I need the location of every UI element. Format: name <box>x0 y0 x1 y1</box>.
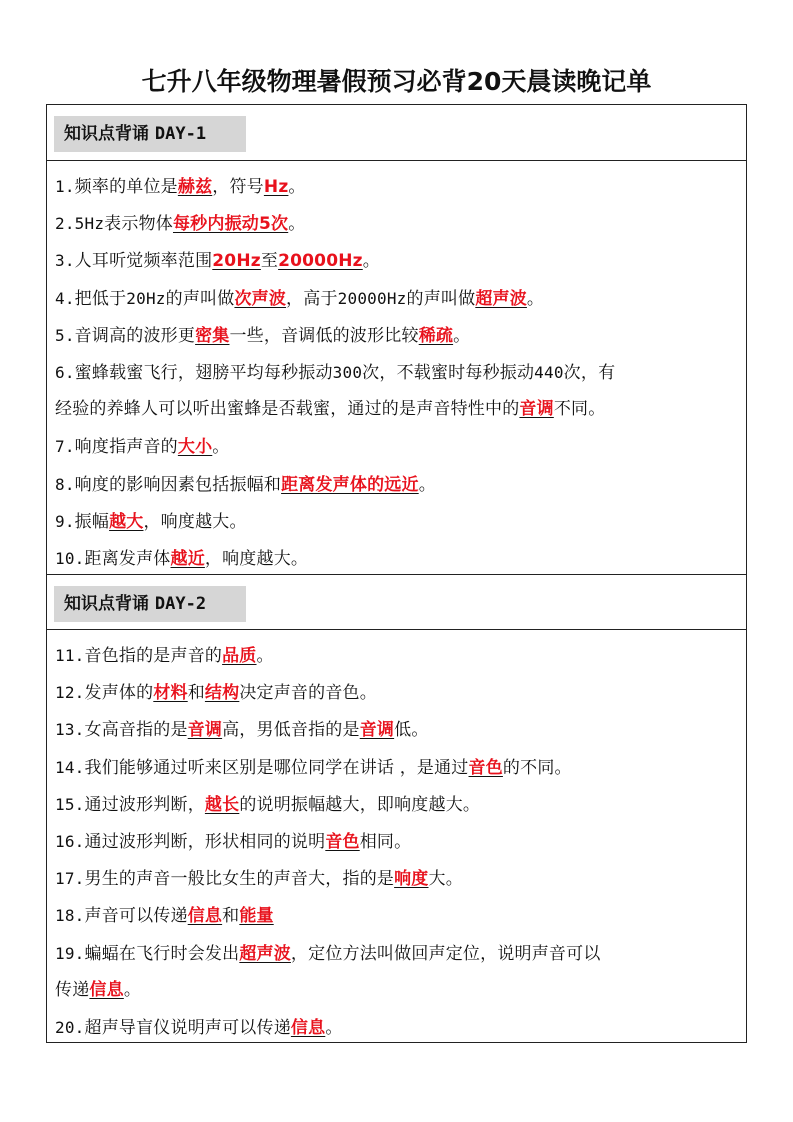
answer-highlight: 密集 <box>195 325 230 346</box>
day-tag-label: 知识点背诵 <box>64 124 155 144</box>
knowledge-line <box>55 280 745 317</box>
line-text: ，符号 <box>212 177 264 197</box>
line-text: 我们能够通过听来区别是哪位同学在讲话 ，是通过 <box>84 757 469 778</box>
item-number: 11. <box>55 646 85 665</box>
answer-highlight: 音色 <box>468 757 503 778</box>
item-number: 10. <box>55 549 85 568</box>
item-number: 16. <box>55 832 85 851</box>
line-text: 。 <box>325 1018 343 1038</box>
item-number: 14. <box>55 757 85 777</box>
knowledge-line <box>55 711 745 748</box>
day-tag-number: DAY-2 <box>154 594 207 614</box>
item-number: 17. <box>55 869 85 889</box>
line-text: 。 <box>453 325 471 346</box>
day-tag <box>54 116 246 152</box>
line-text: 高，男低音指的是 <box>222 720 360 741</box>
line-text: ，高于 <box>286 288 338 309</box>
answer-highlight: 能量 <box>239 906 274 927</box>
answer-highlight: 越大 <box>109 511 144 532</box>
answer-highlight: 次声波 <box>234 288 287 309</box>
day-tag <box>54 586 246 622</box>
line-text: 。 <box>212 437 230 458</box>
line-text: 相同。 <box>359 832 412 852</box>
line-text: ，响度越大。 <box>143 511 247 532</box>
item-number: 3. <box>55 251 75 271</box>
line-text: 决定声音的音色。 <box>239 683 377 704</box>
line-text: 表示物体 <box>104 214 173 235</box>
knowledge-line <box>55 637 745 674</box>
answer-highlight: 信息 <box>290 1018 326 1038</box>
knowledge-line <box>55 1009 745 1046</box>
knowledge-line <box>55 168 745 205</box>
line-text: 音色指的是声音的 <box>84 646 223 666</box>
knowledge-line <box>55 897 745 934</box>
item-number: 5. <box>55 325 75 345</box>
answer-highlight: 品质 <box>222 646 257 666</box>
line-text: 的声叫做 <box>406 288 476 309</box>
answer-highlight: 稀疏 <box>418 325 454 346</box>
item-number: 20. <box>55 1018 85 1037</box>
answer-highlight: 超声波 <box>239 943 291 964</box>
line-text: 蜜蜂载蜜飞行，翅膀平均每秒振动 <box>74 363 333 383</box>
item-number: 13. <box>55 720 85 740</box>
line-text: 的声叫做 <box>165 288 235 309</box>
answer-highlight: 材料 <box>153 683 188 704</box>
line-text: 传递 <box>55 979 90 1000</box>
line-text: 大。 <box>428 869 463 890</box>
knowledge-line <box>55 466 745 503</box>
knowledge-line <box>55 935 745 972</box>
line-text: 。 <box>362 251 380 272</box>
line-text: 女高音指的是 <box>84 720 188 741</box>
item-number: 7. <box>55 437 75 457</box>
section-header-day-2 <box>47 574 746 630</box>
line-text: 通过波形判断，形状相同的说明 <box>84 832 326 852</box>
line-text: 响度的影响因素包括振幅和 <box>74 474 282 495</box>
answer-highlight: 超声波 <box>475 288 527 309</box>
answer-highlight: 音调 <box>519 399 554 420</box>
line-text: 男生的声音一般比女生的声音大，指的是 <box>84 869 395 890</box>
day-tag-label: 知识点背诵 <box>64 594 155 614</box>
answer-highlight: 越长 <box>204 794 240 815</box>
knowledge-line <box>55 972 745 1009</box>
line-text: 距离发声体 <box>84 549 171 569</box>
line-text: 蝙蝠在飞行时会发出 <box>84 943 240 964</box>
item-number: 440 <box>534 363 564 382</box>
knowledge-line <box>55 317 745 354</box>
line-text: ，响度越大。 <box>204 549 309 569</box>
line-text: 。 <box>418 474 436 495</box>
line-text: 频率的单位是 <box>74 177 178 197</box>
line-text: 。 <box>256 646 274 666</box>
item-number: 15. <box>55 794 85 814</box>
line-text: 一些，音调低的波形比较 <box>229 325 419 346</box>
answer-highlight: 赫兹 <box>177 177 213 197</box>
line-text: 低。 <box>394 720 429 741</box>
worksheet-table <box>46 104 747 1043</box>
answer-highlight: 距离发声体的远近 <box>281 474 419 495</box>
answer-highlight: 结构 <box>204 683 240 704</box>
answer-highlight: 音调 <box>187 720 223 741</box>
line-text: 。 <box>288 214 306 235</box>
item-number: 19. <box>55 943 85 963</box>
answer-highlight: 大小 <box>177 437 213 458</box>
knowledge-line <box>55 786 745 823</box>
line-text: 不同。 <box>553 399 606 420</box>
answer-highlight: 每秒内振动5次 <box>172 214 289 235</box>
line-text: 超声导盲仪说明声可以传递 <box>84 1018 291 1038</box>
answer-highlight: 20000Hz <box>278 251 363 272</box>
answer-highlight: 响度 <box>394 869 429 890</box>
item-number: 12. <box>55 683 85 703</box>
line-text: 次，有 <box>563 363 616 383</box>
knowledge-line <box>55 242 745 279</box>
line-text: 和 <box>222 906 240 927</box>
answer-highlight: 信息 <box>187 906 223 927</box>
line-text: 发声体的 <box>84 683 154 704</box>
line-text: 。 <box>288 177 306 197</box>
answer-highlight: 音色 <box>325 832 360 852</box>
day-tag-number: DAY-1 <box>154 124 207 144</box>
line-text: 。 <box>526 288 545 309</box>
line-text: 。 <box>123 979 142 1000</box>
line-text: 次，不载蜜时每秒振动 <box>362 363 535 383</box>
knowledge-line <box>55 503 745 540</box>
item-number: 6. <box>55 363 75 382</box>
item-number: 300 <box>332 363 363 382</box>
knowledge-line <box>55 860 745 897</box>
knowledge-line <box>55 391 745 428</box>
line-text: 和 <box>187 683 205 704</box>
item-number: 1. <box>55 177 75 196</box>
knowledge-line <box>55 205 745 242</box>
line-text: 通过波形判断， <box>84 794 205 815</box>
knowledge-line <box>55 823 745 860</box>
answer-highlight: 信息 <box>89 979 124 1000</box>
item-number: 18. <box>55 906 85 926</box>
knowledge-line <box>55 540 745 577</box>
answer-highlight: 音调 <box>359 720 395 741</box>
line-text: 声音可以传递 <box>84 906 188 927</box>
line-text: 经验的养蜂人可以听出蜜蜂是否载蜜，通过的是声音特性中的 <box>55 399 520 420</box>
line-text: 把低于 <box>74 288 127 309</box>
line-text: 人耳听觉频率范围 <box>74 251 213 272</box>
line-text: 振幅 <box>74 511 110 532</box>
line-text: 的说明振幅越大，即响度越大。 <box>239 794 481 815</box>
knowledge-line <box>55 674 745 711</box>
line-text: 音调高的波形更 <box>74 325 196 346</box>
document-title: 七升八年级物理暑假预习必背20天晨读晚记单 <box>141 67 652 96</box>
knowledge-line <box>55 749 745 786</box>
answer-highlight: 20Hz <box>212 251 261 272</box>
item-number: 4. <box>55 288 75 308</box>
line-text: 至 <box>260 251 279 272</box>
answer-highlight: 越近 <box>170 549 205 569</box>
item-number: 20000Hz <box>337 288 407 308</box>
knowledge-line <box>55 354 745 391</box>
knowledge-line <box>55 428 745 465</box>
line-text: 响度指声音的 <box>74 437 178 458</box>
line-text: ，定位方法叫做回声定位，说明声音可以 <box>290 943 601 964</box>
section-header-day-1 <box>47 105 746 161</box>
item-number: 5Hz <box>74 214 105 234</box>
line-text: 的不同。 <box>502 757 572 778</box>
item-number: 9. <box>55 511 75 531</box>
item-number: 2. <box>55 214 75 234</box>
item-number: 20Hz <box>126 288 166 308</box>
item-number: 8. <box>55 474 75 494</box>
answer-highlight: Hz <box>263 177 289 197</box>
